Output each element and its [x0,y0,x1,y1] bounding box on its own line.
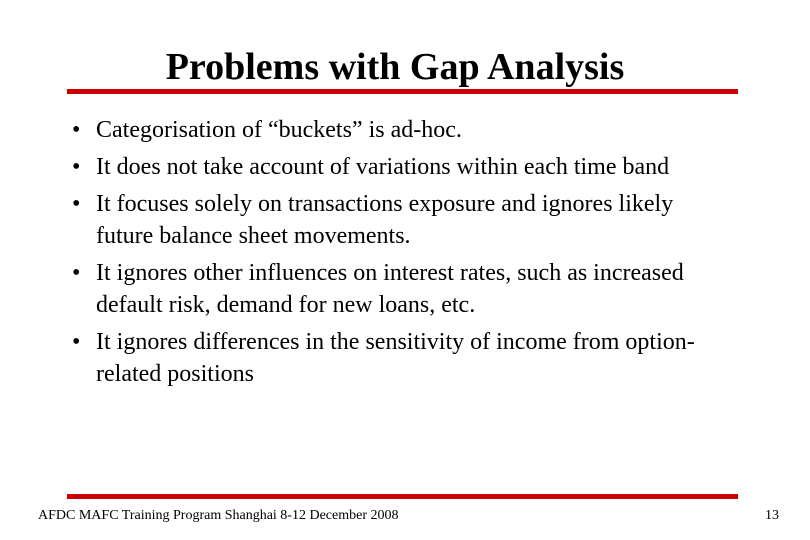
bullet-icon: • [72,117,81,143]
bullet-text: It ignores other influences on interest rates, such as increased default risk, demand for new loans, etc. [96,260,684,318]
page-number: 13 [765,508,779,523]
title-underline [67,89,738,94]
bullet-item [0,326,716,390]
bullet-icon: • [72,329,81,355]
slide-title: Problems with Gap Analysis [165,46,625,88]
bullet-item [0,114,716,146]
bullet-text: Categorisation of “buckets” is ad-hoc. [96,117,462,143]
bullet-item [0,151,716,183]
bullet-text: It ignores differences in the sensitivity of income from option-related positions [96,329,695,387]
footer-text: AFDC MAFC Training Program Shanghai 8-12 December 2008 [38,508,399,523]
bullet-icon: • [72,191,81,217]
bullet-text: It does not take account of variations within each time band [96,154,670,180]
bullet-text: It focuses solely on transactions exposure and ignores likely future balance sheet movements. [96,191,674,249]
bullet-list [0,114,790,395]
bullet-item [0,188,716,252]
bullet-item [0,257,716,321]
bullet-icon: • [72,154,81,180]
bullet-icon: • [72,260,81,286]
footer-divider [67,494,738,499]
